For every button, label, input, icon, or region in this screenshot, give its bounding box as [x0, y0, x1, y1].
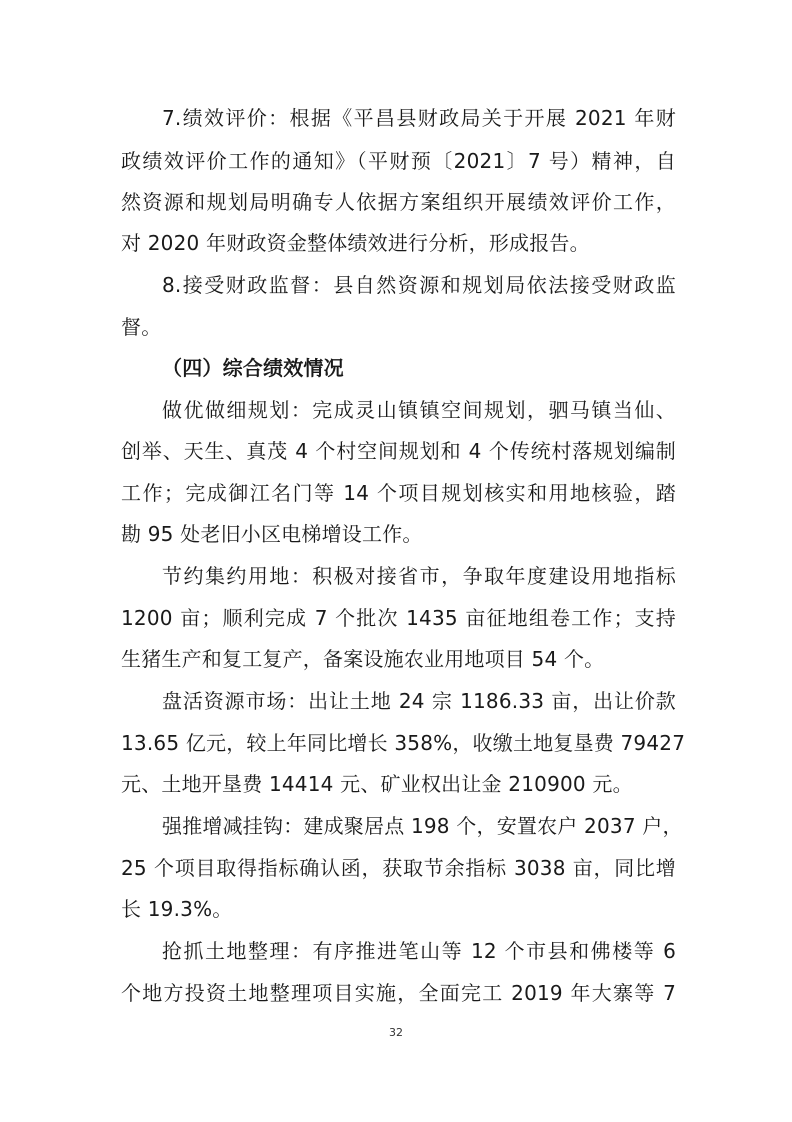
page-number: 32 — [389, 1026, 403, 1039]
text-line: 25 个项目取得指标确认函，获取节余指标 3038 亩，同比增 — [121, 856, 676, 880]
section-heading: （四）综合绩效情况 — [162, 356, 344, 380]
text-line: 抢抓土地整理：有序推进笔山等 12 个市县和佛楼等 6 — [162, 939, 676, 963]
text-line: 创举、天生、真茂 4 个村空间规划和 4 个传统村落规划编制 — [121, 439, 676, 463]
text-line: 工作；完成御江名门等 14 个项目规划核实和用地核验，踏 — [121, 481, 676, 505]
text-line: 元、土地开垦费 14414 元、矿业权出让金 210900 元。 — [121, 772, 633, 796]
text-line: 对 2020 年财政资金整体绩效进行分析，形成报告。 — [121, 231, 590, 255]
text-line: 13.65 亿元，较上年同比增长 358%，收缴土地复垦费 79427 — [121, 731, 686, 755]
text-line: 节约集约用地：积极对接省市，争取年度建设用地指标 — [162, 564, 676, 588]
text-line: 督。 — [121, 315, 162, 339]
text-line: 做优做细规划：完成灵山镇镇空间规划，驷马镇当仙、 — [162, 398, 676, 422]
text-line: 生猪生产和复工复产，备案设施农业用地项目 54 个。 — [121, 647, 605, 671]
text-line: 盘活资源市场：出让土地 24 宗 1186.33 亩，出让价款 — [162, 689, 676, 713]
text-line: 勘 95 处老旧小区电梯增设工作。 — [121, 522, 423, 546]
text-line: 强推增减挂钩：建成聚居点 198 个，安置农户 2037 户， — [162, 814, 683, 838]
text-line: 1200 亩；顺利完成 7 个批次 1435 亩征地组卷工作；支持 — [121, 606, 676, 630]
text-line: 政绩效评价工作的通知》（平财预〔2021〕7 号）精神，自 — [121, 149, 676, 173]
text-line: 个地方投资土地整理项目实施，全面完工 2019 年大寨等 7 — [121, 981, 676, 1005]
text-line: 然资源和规划局明确专人依据方案组织开展绩效评价工作， — [121, 190, 676, 214]
text-line: 长 19.3%。 — [121, 897, 233, 921]
text-line: 7.绩效评价：根据《平昌县财政局关于开展 2021 年财 — [162, 106, 676, 130]
text-line: 8.接受财政监督：县自然资源和规划局依法接受财政监 — [162, 273, 676, 297]
